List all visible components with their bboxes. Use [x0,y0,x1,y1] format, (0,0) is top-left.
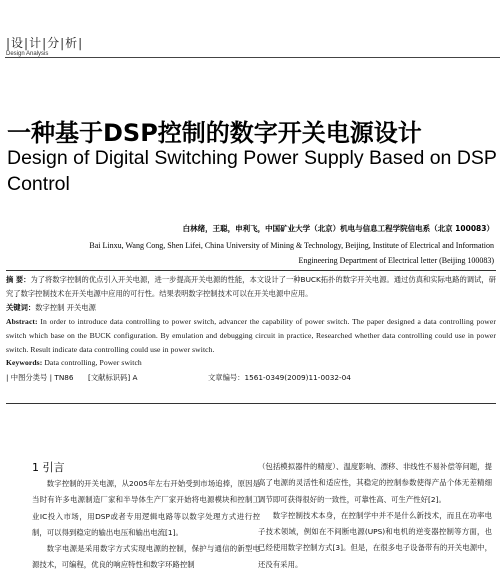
abstract-cn-text: 为了将数字控制的优点引入开关电源，进一步提高开关电源的性能，本文设计了一种BUCK拓扑的数字开关电源。通过仿真和实际电路的调试，研究了数字控制技术在开关电源中应用的可行性。结果表明数字控制技术可以在开关电源中应用。 [6,275,496,298]
title-english: Design of Digital Switching Power Supply Based on DSP Control [7,147,497,195]
body-paragraph: 数字控制的开关电源，从2005年左右开始受到市场追捧，原因是当时有许多电源制造厂家和半导体生产厂家开始将电源模块和控制工业IC投入市场，用DSP或者专用逻辑电路等以数字处理方式进行控制，可以得到稳定的输出电压和输出电流[1]。 [32,479,260,537]
body-column-left [32,476,260,574]
abstract-block [6,270,496,385]
header-rule [5,57,500,58]
meta-row [6,371,496,385]
keywords-en-label: Keywords: [6,358,43,368]
keywords-cn-text: 数字控制 开关电源 [35,303,96,312]
body-column-right [258,459,492,573]
article-number: 文章编号：1561-0349(2009)11-0032-04 [208,373,351,383]
affiliation-english: Bai Linxu, Wang Cong, Shen Lifei, China University of Mining & Technology, Beijing, Institute of Electrical and Information Engineering Department of Electrical letter (Beijing 100083) [89,241,494,265]
abstract-cn-label: 摘 要： [6,275,31,284]
keywords-cn-label: 关键词： [6,303,36,312]
document-code: [文献标识码] A [88,373,138,383]
section-header [6,34,83,57]
keywords-en [6,356,496,370]
body-paragraph: 数字电源是采用数字方式实现电源的控制，保护与通信的新型电源技术，可编程，优良的响应特性和数字环路控制 [32,544,260,570]
body-paragraph: 数字控制技术本身，在控制学中并不是什么新技术，而且在功率电子技术领域，例如在不间断电源(UPS)和电机的逆变器控制等方面，也已经使用数字控制方式[3]。但是，在很多电子设备带有的开关电源中，还没有采用。 [258,510,492,569]
body-paragraph: （包括模拟器件的精度）、温度影响、漂移、非线性不易补偿等问题，提高了电源的灵活性和适应性，其稳定的控制参数使得产品个体无差精细调节即可获得很好的一致性，可靠性高、可生产性好[2]。 [258,462,492,504]
section-title: 1 引言 [32,461,65,474]
abstract-bottom-rule [6,403,496,404]
clc-number: | 中图分类号 | TN86 [6,373,74,383]
section-label-cn: |设|计|分|析| [6,36,84,50]
title-chinese: 一种基于DSP控制的数字开关电源设计 [7,119,422,147]
abstract-en-label: Abstract: [6,317,38,326]
section-label-en: Design Analysis [6,51,49,57]
keywords-cn [6,301,496,315]
abstract-cn [6,273,496,301]
keywords-en-text: Data controlling, Power switch [44,358,142,368]
author-line: 白林绪，王聪，申利飞，中国矿业大学（北京）机电与信息工程学院信电系（北京 100083） [182,224,494,233]
abstract-en [6,315,496,356]
abstract-en-text: In order to introduce data controlling to power switch, advancer the capability of power switch. The paper designed a data controlling power switch which base on the BUCK configuration. By emulation and debugging circuit in practice, Researched whether data controlling could use in power switch. Result indicate data controlling could use in power switch. [6,317,496,354]
